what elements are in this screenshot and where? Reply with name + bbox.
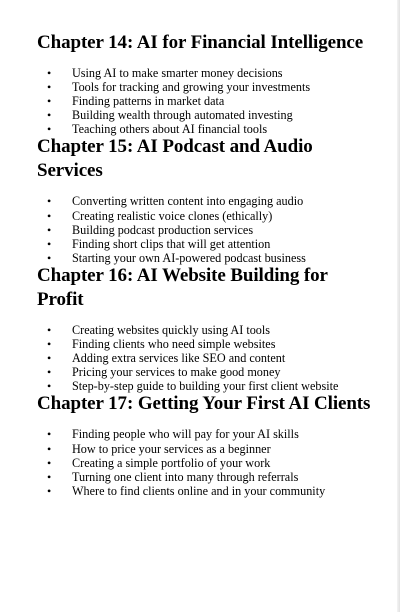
chapter-15	[37, 135, 377, 264]
list-item	[37, 470, 377, 484]
chapter-heading: Chapter 16: AI Website Building for Profit	[37, 264, 328, 310]
list-item-text: Creating a simple portfolio of your work	[72, 455, 271, 470]
list-item-text: Finding people who will pay for your AI skills	[72, 427, 299, 442]
list-item-text: Turning one client into many through referrals	[72, 469, 299, 484]
list-item	[37, 94, 377, 108]
bullet-icon: •	[47, 322, 52, 337]
bullet-icon: •	[47, 80, 52, 95]
bullet-icon: •	[47, 455, 52, 470]
bullet-icon: •	[47, 379, 52, 394]
list-item	[37, 365, 377, 379]
list-item	[37, 80, 377, 94]
bullet-icon: •	[47, 208, 52, 223]
bullet-icon: •	[47, 351, 52, 366]
bullet-icon: •	[47, 469, 52, 484]
bullet-icon: •	[47, 337, 52, 352]
bullet-icon: •	[47, 236, 52, 251]
chapter-14	[37, 31, 377, 136]
list-item-text: Using AI to make smarter money decisions	[72, 66, 283, 80]
bullet-icon: •	[47, 441, 52, 456]
list-item	[37, 351, 377, 365]
list-item-text: Converting written content into engaging audio	[72, 194, 304, 209]
bullet-icon: •	[47, 222, 52, 237]
list-item	[37, 194, 377, 208]
bullet-icon: •	[47, 365, 52, 380]
list-item	[37, 66, 377, 80]
bullet-icon: •	[47, 427, 52, 442]
list-item	[37, 209, 377, 223]
chapter-heading: Chapter 15: AI Podcast and Audio Services	[37, 136, 313, 182]
list-item	[37, 442, 377, 456]
chapter-outline	[37, 31, 377, 498]
list-item-text: Finding short clips that will get attention	[72, 236, 271, 251]
list-item-text: Step-by-step guide to building your first client website	[72, 379, 339, 394]
bullet-icon: •	[47, 66, 52, 80]
list-item	[37, 427, 377, 441]
bullet-icon: •	[47, 194, 52, 209]
list-item-text: Finding patterns in market data	[72, 94, 225, 109]
bullet-icon: •	[47, 108, 52, 123]
list-item-text: Creating websites quickly using AI tools	[72, 322, 271, 337]
list-item	[37, 108, 377, 122]
chapter-heading: Chapter 14: AI for Financial Intelligence	[37, 32, 364, 53]
list-item-text: Tools for tracking and growing your investments	[72, 80, 311, 95]
list-item	[37, 484, 377, 498]
list-item-text: Adding extra services like SEO and content	[72, 351, 286, 366]
list-item-text: Building podcast production services	[72, 222, 254, 237]
list-item	[37, 456, 377, 470]
list-item	[37, 223, 377, 237]
list-item	[37, 323, 377, 337]
list-item-text: Where to find clients online and in your community	[72, 483, 326, 498]
bullet-list	[37, 323, 377, 393]
bullet-icon: •	[47, 94, 52, 109]
list-item-text: Building wealth through automated investing	[72, 108, 293, 123]
list-item-text: Teaching others about AI financial tools	[72, 122, 268, 137]
bullet-list	[37, 427, 377, 497]
list-item-text: Finding clients who need simple websites	[72, 337, 276, 352]
bullet-icon: •	[47, 122, 52, 137]
list-item	[37, 379, 377, 393]
chapter-16	[37, 264, 377, 393]
list-item-text: Creating realistic voice clones (ethically)	[72, 208, 273, 223]
list-item	[37, 337, 377, 351]
list-item-text: Pricing your services to make good money	[72, 365, 281, 380]
chapter-17	[37, 392, 377, 497]
list-item	[37, 122, 377, 136]
list-item-text: Starting your own AI-powered podcast business	[72, 250, 306, 265]
chapter-heading: Chapter 17: Getting Your First AI Clients	[37, 393, 371, 415]
bullet-list	[37, 194, 377, 264]
bullet-icon: •	[47, 250, 52, 265]
list-item	[37, 237, 377, 251]
list-item-text: How to price your services as a beginner	[72, 441, 271, 456]
list-item	[37, 251, 377, 265]
bullet-list	[37, 66, 377, 136]
bullet-icon: •	[47, 483, 52, 498]
